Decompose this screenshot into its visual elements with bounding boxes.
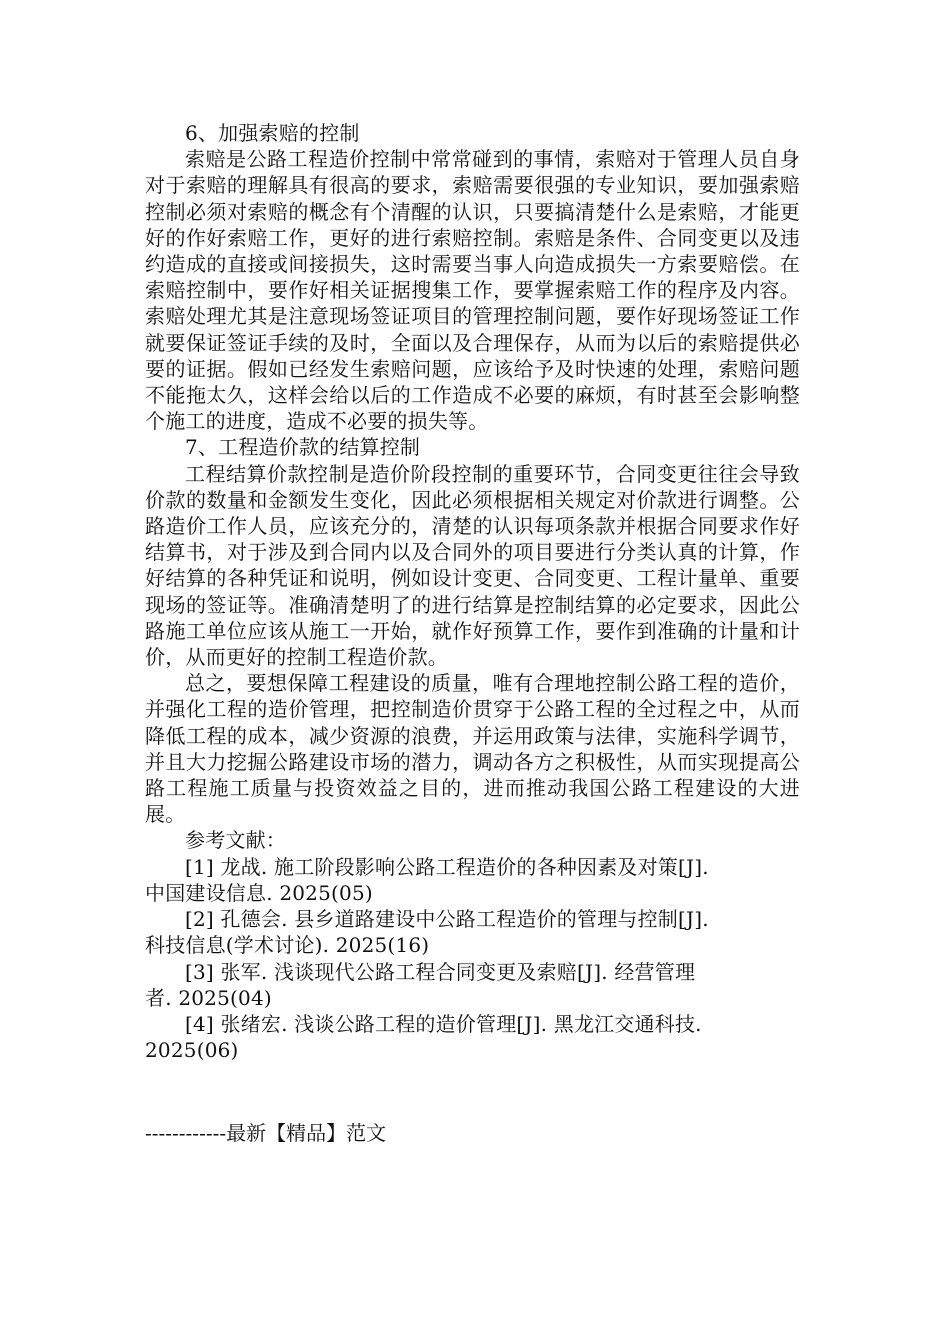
reference-1-line-2: 中国建设信息. 2025(05) (145, 880, 373, 905)
document-body (145, 120, 800, 1063)
footer-label: ------------最新【精品】范文 (145, 1121, 387, 1145)
references-heading: 参考文献： (185, 828, 286, 853)
reference-2-line-2: 科技信息(学术讨论). 2025(16) (145, 933, 430, 958)
conclusion-paragraph: 总之，要想保障工程建设的质量，唯有合理地控制公路工程的造价，并强化工程的造价管理，把控制造价贯穿于公路工程的全过程之中，从而降低工程的成本，减少资源的浪费，并运用政策与法律，实施科学调节，并且大力挖掘公路建设市场的潜力，调动各方之积极性，从而实现提高公路工程施工质量与投资效益之目的，进而推动我国公路工程建设的大进展。 (145, 671, 800, 827)
reference-1-line-1: [1] 龙战. 施工阶段影响公路工程造价的各种因素及对策[J]. (185, 854, 709, 879)
section-7-paragraph: 工程结算价款控制是造价阶段控制的重要环节，合同变更往往会导致价款的数量和金额发生变化，因此必须根据相关规定对价款进行调整。公路造价工作人员，应该充分的，清楚的认识每项条款并根据合同要求作好结算书，对于涉及到合同内以及合同外的项目要进行分类认真的计算，作好结算的各种凭证和说明，例如设计变更、合同变更、工程计量单、重要现场的签证等。准确清楚明了的进行结算是控制结算的必定要求，因此公路施工单位应该从施工一开始，就作好预算工作，要作到准确的计量和计价，从而更好的控制工程造价款。 (145, 461, 800, 670)
section-6-paragraph: 索赔是公路工程造价控制中常常碰到的事情，索赔对于管理人员自身对于索赔的理解具有很高的要求，索赔需要很强的专业知识，要加强索赔控制必须对索赔的概念有个清醒的认识，只要搞清楚什么是索赔，才能更好的作好索赔工作，更好的进行索赔控制。索赔是条件、合同变更以及违约造成的直接或间接损失，这时需要当事人向造成损失一方索要赔偿。在索赔控制中，要作好相关证据搜集工作，要掌握索赔工作的程序及内容。索赔处理尤其是注意现场签证项目的管理控制问题，要作好现场签证工作就要保证签证手续的及时，全面以及合理保存，从而为以后的索赔提供必要的证据。假如已经发生索赔问题，应该给予及时快速的处理，索赔问题不能拖太久，这样会给以后的工作造成不必要的麻烦，有时甚至会影响整个施工的进度，造成不必要的损失等。 (145, 147, 800, 434)
reference-2-line-1: [2] 孔德会. 县乡道路建设中公路工程造价的管理与控制[J]. (185, 907, 709, 932)
section-7-heading: 7、工程造价款的结算控制 (185, 435, 421, 460)
section-6-heading: 6、加强索赔的控制 (185, 121, 360, 145)
reference-4-line-1: [4] 张绪宏. 浅谈公路工程的造价管理[J]. 黑龙江交通科技. (185, 1011, 702, 1036)
reference-3-line-1: [3] 张军. 浅谈现代公路工程合同变更及索赔[J]. 经营管理 (185, 959, 696, 984)
reference-4-line-2: 2025(06) (145, 1038, 239, 1063)
reference-3-line-2: 者. 2025(04) (145, 985, 272, 1010)
